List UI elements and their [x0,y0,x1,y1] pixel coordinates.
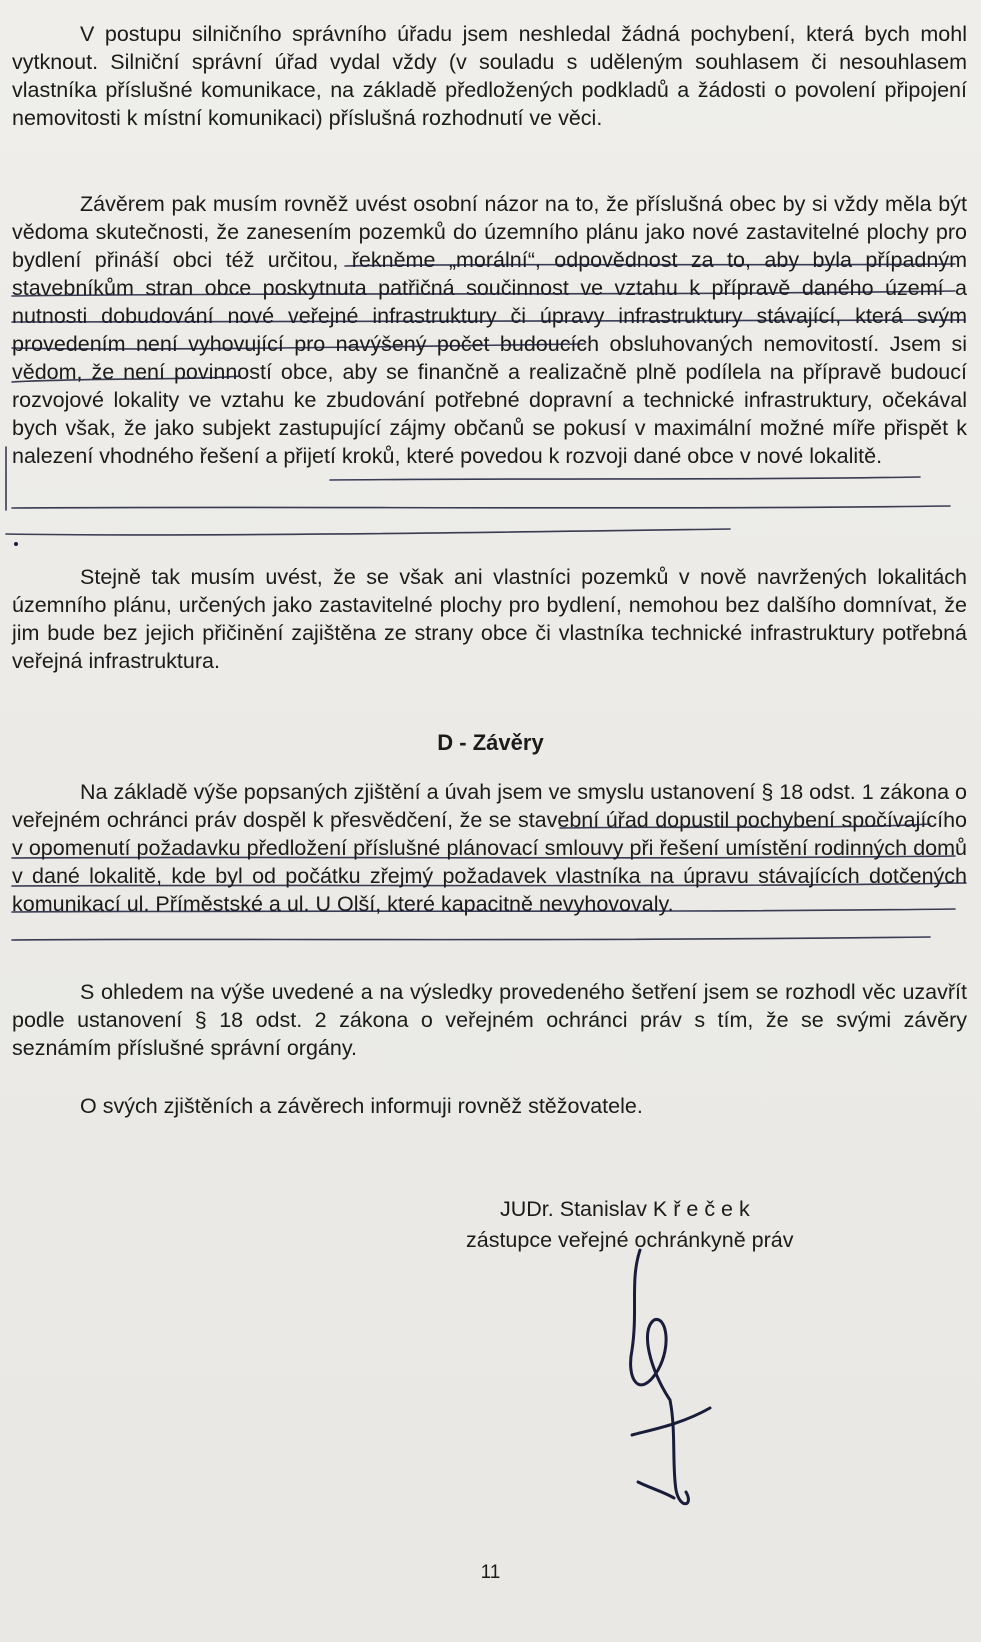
paragraph-closure: S ohledem na výše uvedené a na výsledky provedeného šetření jsem se rozhodl věc uzavřít podle ustanovení § 18 odst. 2 zákona o veřejném ochránci práv s tím, že se svými závěry seznámím příslušné správní orgány. [12,980,967,1060]
page-number: 11 [480,1562,501,1583]
signatory-name: JUDr. Stanislav K ř e č e k [500,1197,750,1221]
paragraph-conclusion-opinion: Závěrem pak musím rovněž uvést osobní názor na to, že příslušná obec by si vždy měla být vědoma skutečnosti, že zanesením pozemků do územního plánu jako nové zastavitelné plochy pro bydlení přináší obci též určitou, řekněme „morální“, odpovědnost za to, aby byla případným stavebníkům stran obce poskytnuta patřičná součinnost ve vztahu k přípravě daného území a nutnosti dobudování nové veřejné infrastruktury či úpravy infrastruktury stávající, která svým provedením není vyhovující pro navýšený počet budoucích obsluhovaných nemovitostí. Jsem si vědom, že není povinností obce, aby se finančně a realizačně plně podílela na přípravě budoucí rozvojové lokality ve vztahu ke zbudování potřebné dopravní a technické infrastruktury, očekával bych však, že jako subjekt zastupující zájmy občanů se pokusí v maximální možné míře přispět k nalezení vhodného řešení a přijetí kroků, které povedou k rozvoji dané obce v nové lokalitě. [12,192,967,468]
paragraph-complainants: O svých zjištěních a závěrech informuji rovněž stěžovatele. [80,1094,643,1118]
paragraph-landowners: Stejně tak musím uvést, že se však ani vlastníci pozemků v nově navržených lokalitách územního plánu, určených jako zastavitelné plochy pro bydlení, nemohou bez dalšího domnívat, že jim bude bez jejich přičinění zajištěna ze strany obce či vlastníka technické infrastruktury potřebná veřejná infrastruktura. [12,565,967,673]
section-heading: D - Závěry [437,730,544,755]
handwritten-signature [610,1230,730,1530]
signatory-role: zástupce veřejné ochránkyně práv [466,1228,794,1252]
paragraph-findings: Na základě výše popsaných zjištění a úvah jsem ve smyslu ustanovení § 18 odst. 1 zákona o veřejném ochránci práv dospěl k přesvědčení, že se stavební úřad dopustil pochybení spočívajícího v opomenutí požadavku předložení příslušné plánovací smlouvy při řešení umístění rodinných domů v dané lokalitě, kde byl od počátku zřejmý požadavek vlastníka na úpravu stávajících dotčených komunikací ul. Příměstské a ul. U Olší, které kapacitně nevyhovovaly. [12,780,967,916]
bleed-through [360,160,367,191]
paragraph-road-authority: V postupu silničního správního úřadu jsem neshledal žádná pochybení, která bych mohl vytknout. Silniční správní úřad vydal vždy (v souladu s uděleným souhlasem či nesouhlasem vlastníka příslušné komunikace, na základě předložených podkladů a žádosti o povolení připojení nemovitosti k místní komunikaci) příslušná rozhodnutí ve věci. [12,22,967,130]
